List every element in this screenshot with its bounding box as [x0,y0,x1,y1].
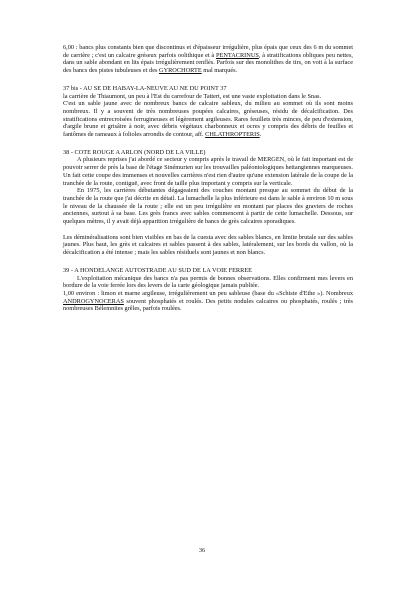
section-38-heading: 38 - COTE ROUGE A ARLON (NORD DE LA VILLE) [63,148,206,156]
text-run: 6,00 : bancs plus constants bien que discontinus et d'épaisseur irrégulière, plus épais que ceux des 6 m du sommet de carrière ; c'est un calcaire gréseux parfois oolithique et à [63,44,353,59]
page-number: 36 [198,547,206,554]
taxon-gyrochorte: GYROCHORTE [159,67,202,75]
text-run: 1,00 environ : limon et marne argileuse, irrégulièrement un peu sableuse (base du «Schiste d'Ethe »). Nombreux [63,289,353,297]
taxon-pentacrinus: PENTACRINUS [215,51,259,59]
section-38-paragraph-2: En 1975, les carrières débutantes dégageaient des couches montant presque au sommet du début de la tranchée de la route que j'ai décrite en détail. La lumachelle la plus inférieure est dans le sable à environ 10 m sous le niveau de la chaussée de la route ; elle est un peu irrégulière en montant par places des graviers de roches anciennes, surtout à sa base. Les grès francs avec sables commencent à partir de cette lumachelle. Dessous, sur quelques mètres, il y avait déjà apparition irrégulière de bancs de grès calcaires sporadiques. [63,187,353,226]
section-39-paragraph-2 [63,290,353,313]
text-run: C'est un sable jaune avec de nombreux bancs de calcaire sableux, du milieu au sommet où ils sont moins nombreux. Il y a souvent de très nombreuses poupées calcaires, gréseuses, résidu de décalcification. Des stratifications entrecroisées ferrugineuses et légèrement argileuses. Rares feuillets très minces, de peu d'extension, d'argile brune et grisâtre à noir, avec débris végétaux charbonneux et ocres y compris des débris de feuilles et fantômes de rameaux à folioles arrondis de contour, aff. [63,100,353,139]
text-run: . [259,131,262,139]
taxon-androgynoceras: ANDROGYNOCERAS [63,297,124,305]
text-column [63,44,353,313]
taxon-chlathropteris: CHLATHROPTERIS [205,131,260,139]
section-39-heading: 39 - A HONDELANGE AUTOSTRADE AU SUD DE LA VOIE FERREE [63,266,253,274]
text-run: , à stratifications obliques peu nettes, dans un sable abondant en lits épais irrégulièrement renflés. Parfois sur des monolithes de tirs, on voit à la surface des bancs des pistes tubuleuses et des [63,51,353,75]
section-37bis-body [63,100,353,139]
text-run: souvent phosphatés et roulés. Des petits nodules calcaires ou phosphatés, roulés ; très nombreuses Bélemnites grêles, parfois roulées. [63,297,353,313]
paragraph-continued [63,44,353,75]
section-39-paragraph-1: L'exploitation mécanique des bancs n'a pas permis de bonnes observations. Elles confirment mes levers en bordure de la voie ferrée lors des levers de la carte géologique jamais publiée. [63,274,353,290]
section-38-paragraph-3: Les déminéralisations sont bien visibles en bas de la cuesta avec des sables blancs, en limite brutale sur des sables jaunes. Plus haut, les grès et calcaires et sables passent à des sables, latéralement, sur les bords du vallon, où la décalcification a été intense ; mais les sables résiduels sont jaunes et non blancs. [63,233,353,257]
text-run: mal marqués. [201,67,238,75]
section-38-paragraph-1: A plusieurs reprises j'ai abordé ce secteur y compris après le travail de MERGEN, où le fait important est de pouvoir serrer de près la base de l'étage Sinémurien sur les trouvailles paléontologiques hettangiennes marqueuses. Un fait cette coupe des immenses et nouvelles carrières n'est rien d'autre qu'une extension latérale de la coupe de la tranchée de la route, contiguë, avec front de taille plus important y compris sur la verticale. [63,156,353,187]
section-37bis-heading: 37 bis - AU SE DE HABAY-LA-NEUVE AU NE DU POINT 37 [63,84,227,92]
section-37bis-intro: la carrière de Thiaumont, un peu à l'Est du carrefour de Tattert, est une vaste exploitation dans le Snas. [63,92,322,100]
